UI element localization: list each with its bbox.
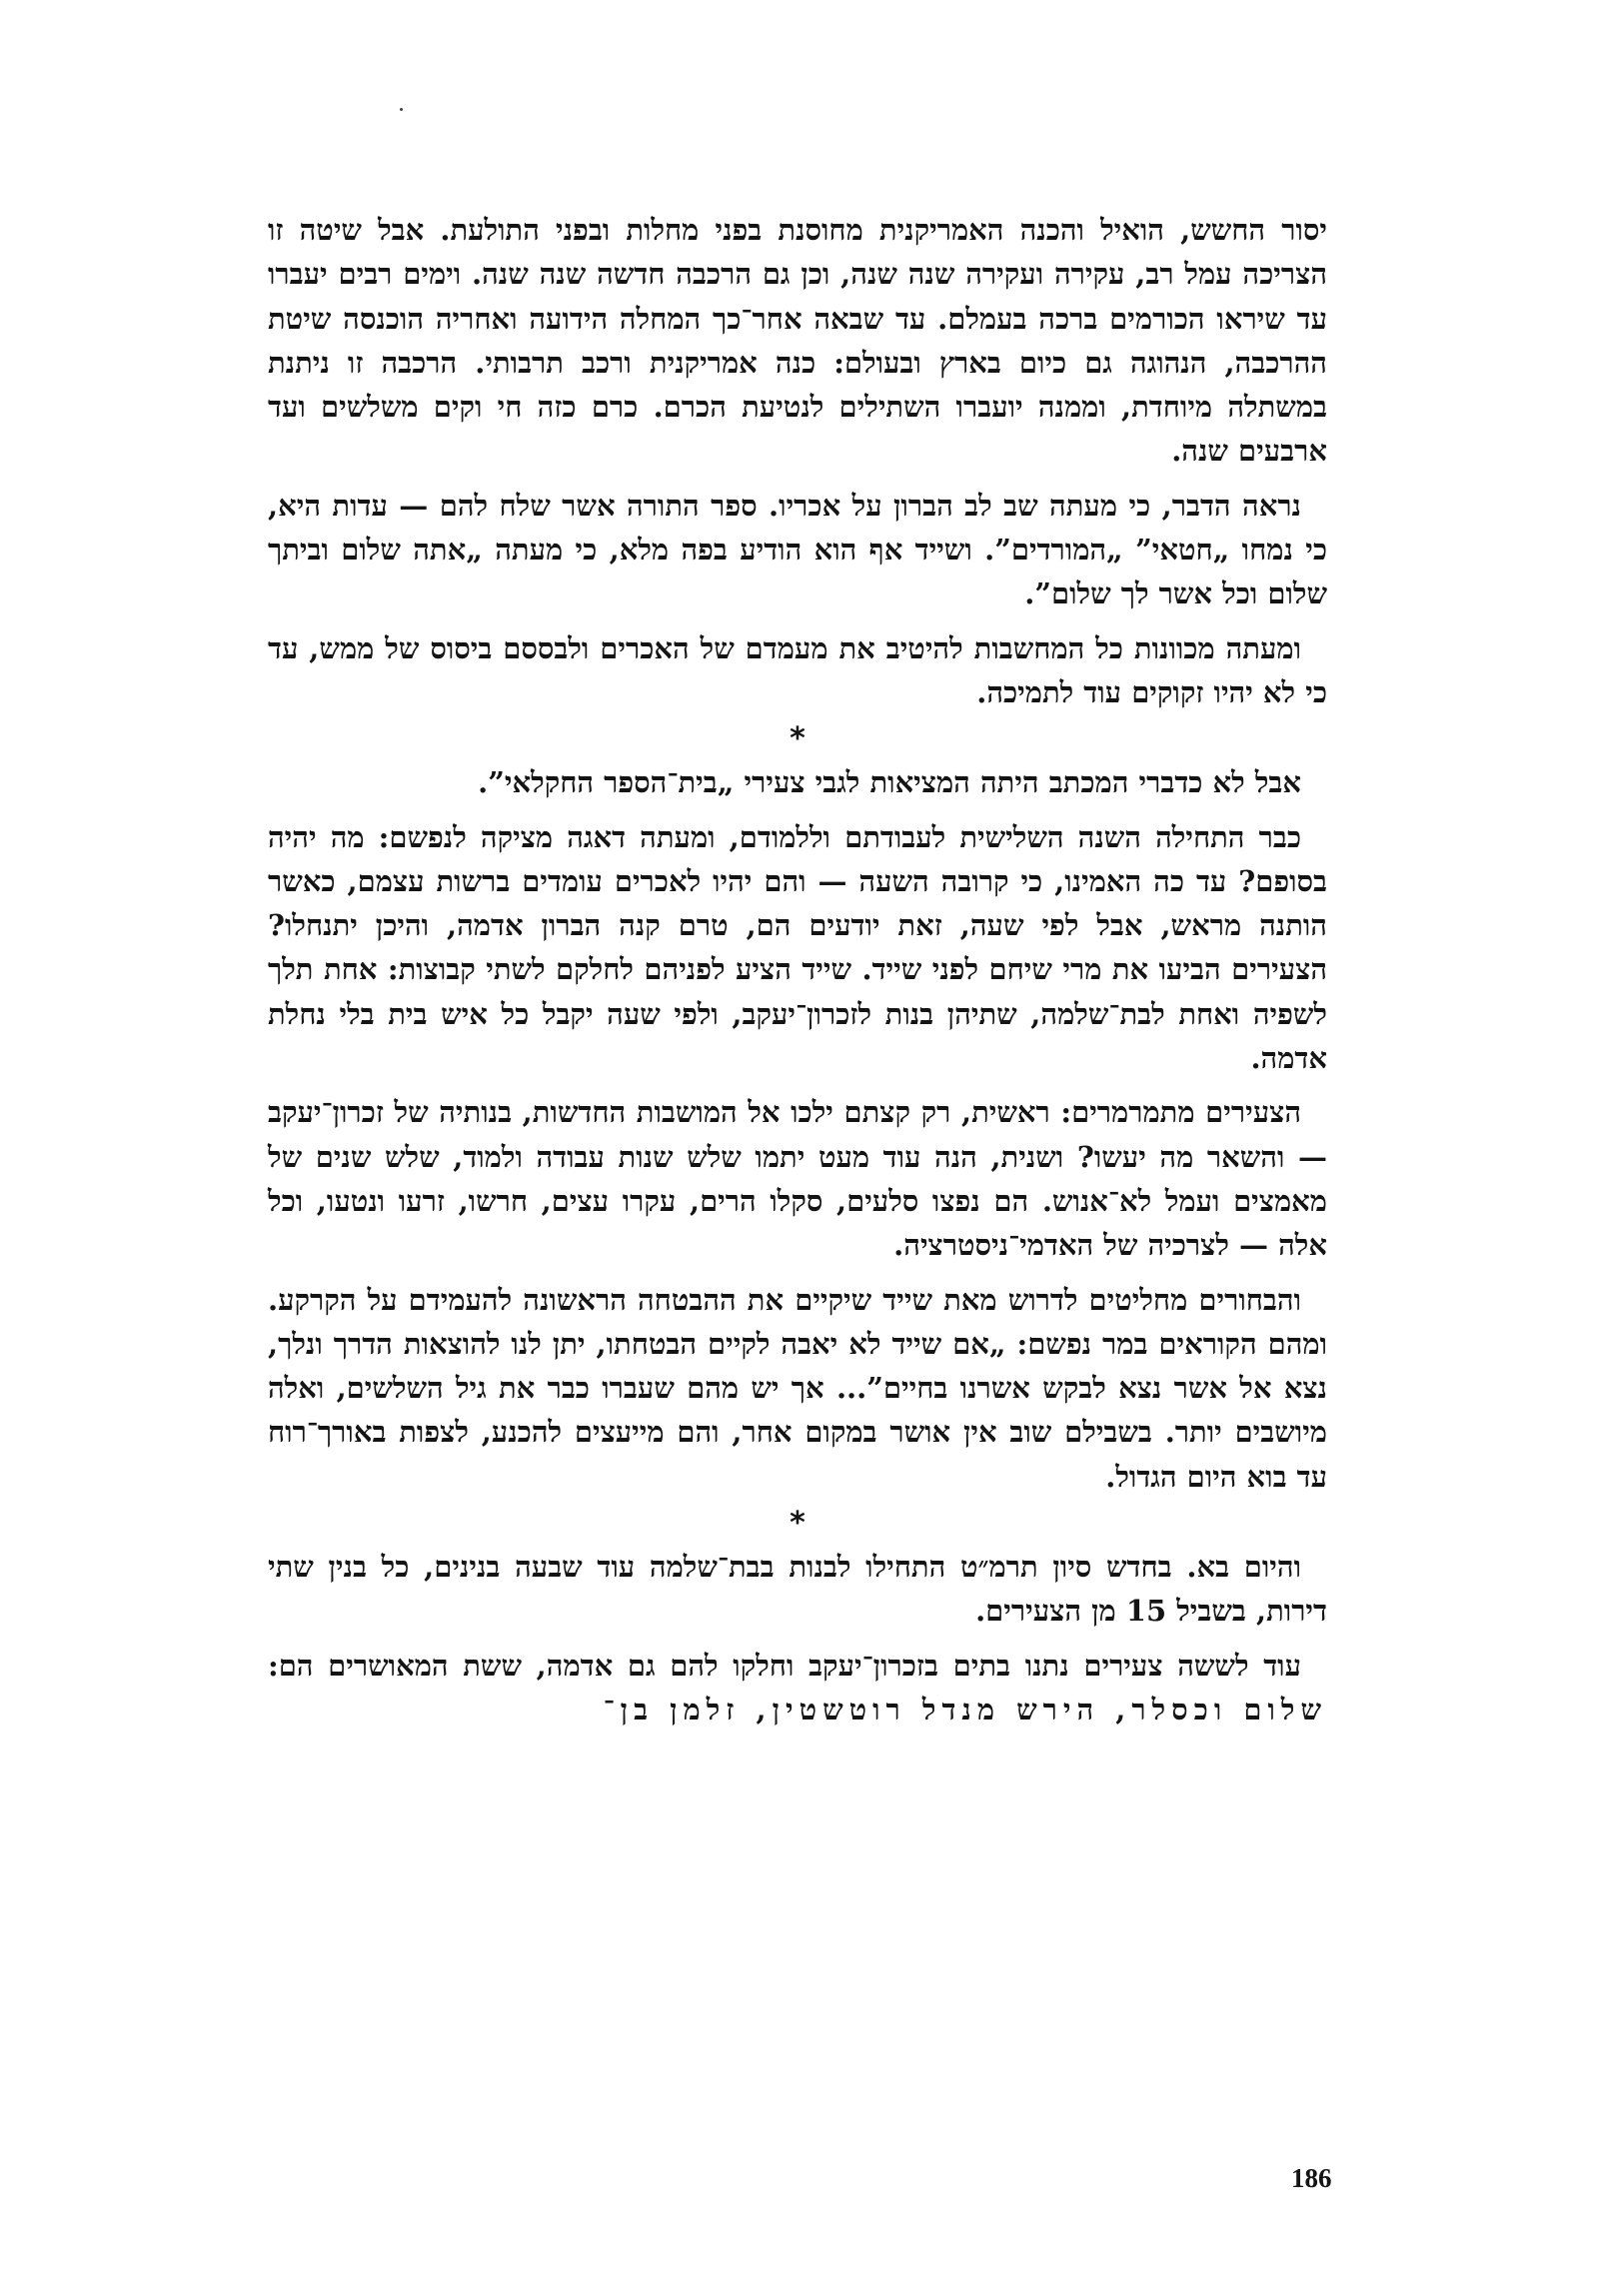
paragraph-6: הצעירים מתמרמרים: ראשית, רק קצתם ילכו אל המושבות החדשות, בנותיה של זכרון־יעקב — והשאר מה יעשו? ושנית, הנה עוד מעט יתמו שלש שנות עבודה ולמוד, שלש שנים של מאמצים ועמל לא־אנוש. הם נפצו סלעים, סקלו הרים, עקרו עצים, חרשו, זרעו ונטעו, וכל אלה — לצרכיה של האדמי־ניסטרציה. [268, 1095, 1328, 1263]
paragraph-4: אבל לא כדברי המכתב היתה המציאות לגבי צעירי „בית־הספר החקלאי”. [478, 765, 1301, 800]
scan-speck [400, 108, 403, 111]
paragraph-3: ומעתה מכוונות כל המחשבות להיטיב את מעמדם של האכרים ולבססם ביסוס של ממש, עד כי לא יהיו זקוקים עוד לתמיכה. [268, 630, 1327, 709]
paragraph-9-text: עוד לששה צעירים נתנו בתים בזכרון־יעקב וחלקו להם גם אדמה, ששת המאושרים הם: [268, 1648, 1301, 1683]
names-list: שלום וכסלר, הירש מנדל רוטשטין, זלמן בן־ [603, 1692, 1327, 1726]
paragraph-5: כבר התחילה השנה השלישית לעבודתם וללמודם, ומעתה דאגה מציקה לנפשם: מה יהיה בסופם? עד כה האמינו, כי קרובה השעה — והם יהיו לאכרים עומדים ברשות עצמם, כאשר הותנה מראש, אבל לפי שעה, זאת יודעים הם, טרם קנה הברון אדמה, והיכן יתנחלו? הצעירים הביעו את מרי שיחם לפני שייד. שייד הציע לפניהם לחלקם לשתי קבוצות: אחת תלך לשפיה ואחת לבת־שלמה, שתיהן בנות לזכרון־יעקב, ולפי שעה יקבל כל איש בית בלי נחלת אדמה. [268, 819, 1327, 1076]
paragraph-9 [268, 1644, 1327, 1732]
section-separator-1: * [790, 721, 805, 757]
text-column [268, 208, 1327, 1741]
paragraph-7: והבחורים מחליטים לדרוש מאת שייד שיקיים את ההבטחה הראשונה להעמידם על הקרקע. ומהם הקוראים במר נפשם: „אם שייד לא יאבה לקיים הבטחתו, יתן לנו להוצאות הדרך ונלך, נצא אל אשר נצא לבקש אשרנו בחיים”... אך יש מהם שעברו כבר את גיל השלשים, ואלה מיושבים יותר. בשבילם שוב אין אושר במקום אחר, והם מייעצים להכנע, לצפות באורך־רוח עד בוא היום הגדול. [268, 1282, 1327, 1494]
paragraph-1: יסור החשש, הואיל והכנה האמריקנית מחוסנת בפני מחלות ובפני התולעת. אבל שיטה זו הצריכה עמל רב, עקירה ועקירה שנה שנה, וכן גם הרכבה חדשה שנה שנה. וימים רבים יעברו עד שיראו הכורמים ברכה בעמלם. עד שבאה אחר־כך המחלה הידועה ואחריה הוכנסה שיטת ההרכבה, הנהוגה גם כיום בארץ ובעולם: כנה אמריקנית ורכב תרבותי. הרכבה זו ניתנת במשתלה מיוחדת, וממנה יועברו השתילים לנטיעת הכרם. כרם כזה חי וקים משלשים ועד ארבעים שנה. [268, 213, 1327, 469]
section-separator-2: * [790, 1506, 805, 1542]
paragraph-2: נראה הדבר, כי מעתה שב לב הברון על אכריו. ספר התורה אשר שלח להם — עדות היא, כי נמחו „חטאי” „המורדים”. ושייד אף הוא הודיע בפה מלא, כי מעתה „אתה שלום וביתך שלום וכל אשר לך שלום”. [268, 488, 1327, 611]
paragraph-8: והיום בא. בחדש סיון תרמ״ט התחילו לבנות בבת־שלמה עוד שבעה בנינים, כל בנין שתי דירות, בשביל 15 מן הצעירים. [268, 1550, 1327, 1629]
page-number: 186 [1291, 2163, 1332, 2193]
